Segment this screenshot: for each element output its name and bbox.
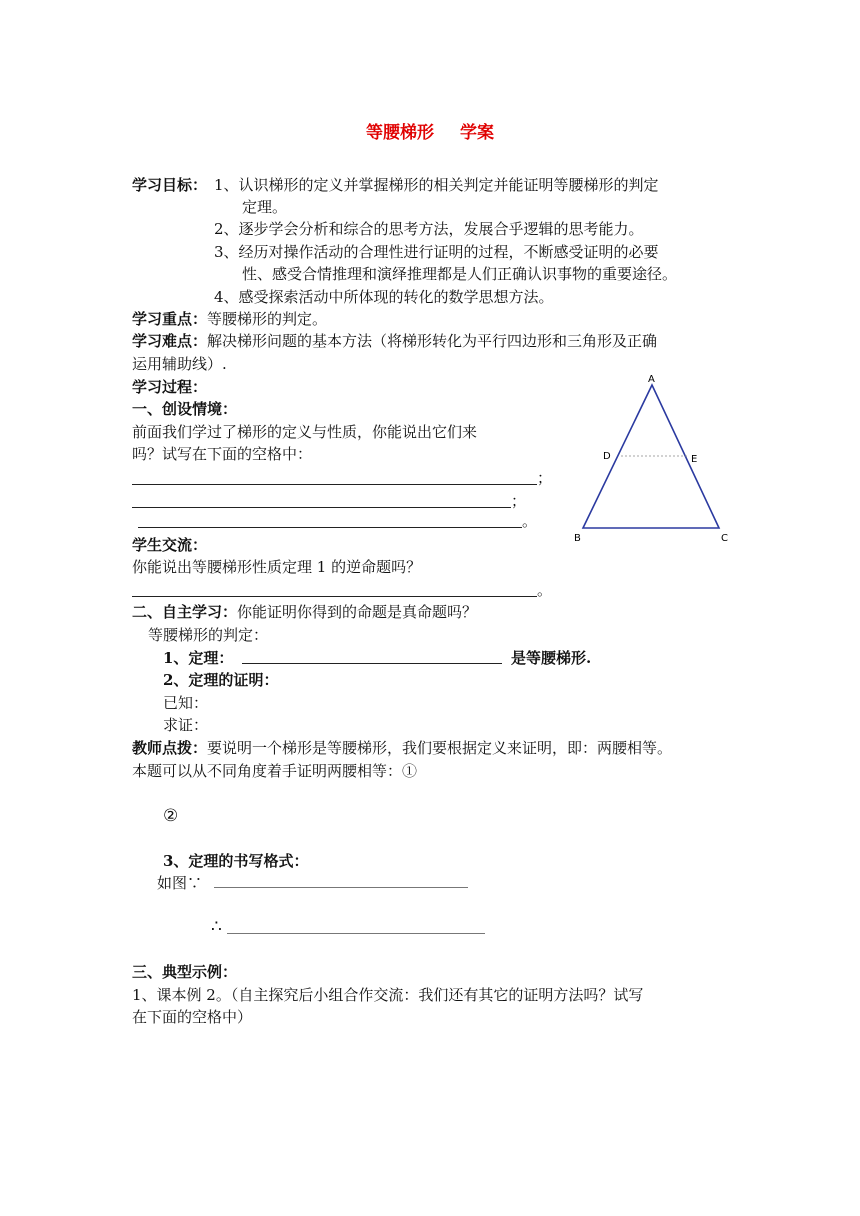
given-label: 已知： [163, 694, 209, 712]
label-d: D [603, 451, 611, 462]
goals-label: 学习目标： [132, 176, 208, 194]
therefore-blank [227, 933, 485, 934]
goal-item-2: 2、逐步学会分析和综合的思考方法，发展合乎逻辑的思考能力。 [214, 220, 644, 238]
section1-line1: 前面我们学过了梯形的定义与性质，你能说出它们来 [132, 423, 478, 441]
goal-item-4: 4、感受探索活动中所体现的转化的数学思想方法。 [214, 288, 554, 306]
label-b: B [574, 533, 581, 544]
label-c: C [721, 533, 728, 544]
section2-heading: 二、自主学习： [132, 603, 238, 621]
goal-item-3: 3、经历对操作活动的合理性进行证明的过程，不断感受证明的必要 [214, 243, 659, 261]
proof-label: 2、定理的证明： [163, 671, 279, 689]
triangle-figure [570, 368, 740, 548]
section2-subheading: 等腰梯形的判定： [148, 626, 269, 644]
process-label: 学习过程： [132, 378, 208, 396]
goal-item-1: 1、认识梯形的定义并掌握梯形的相关判定并能证明等腰梯形的判定 [214, 176, 659, 194]
title-part1: 等腰梯形 [366, 123, 434, 143]
section3-line2: 在下面的空格中） [132, 1008, 253, 1026]
section1-heading: 一、创设情境： [132, 400, 238, 418]
teacher-line2: 本题可以从不同角度着手证明两腰相等：① [132, 762, 418, 780]
section3-line1: 1、课本例 2。（自主探究后小组合作交流：我们还有其它的证明方法吗？试写 [132, 986, 644, 1004]
blank-end-3: 。 [522, 512, 538, 530]
difficulty-line2: 运用辅助线）. [132, 355, 227, 373]
because-blank [214, 887, 468, 888]
difficulty [132, 331, 657, 351]
answer-blank-2 [132, 507, 511, 508]
difficulty-line1: 解决梯形问题的基本方法（将梯形转化为平行四边形和三角形及正确 [207, 332, 658, 350]
goal-item-3-cont: 性、感受合情推理和演绎推理都是人们正确认识事物的重要途径。 [242, 265, 678, 283]
label-e: E [691, 454, 698, 465]
theorem-label: 1、定理： [163, 649, 234, 667]
section3-heading: 三、典型示例： [132, 963, 238, 981]
goal-item-1-cont: 定理。 [242, 198, 288, 216]
method-2-marker: ② [163, 806, 179, 826]
prove-label: 求证： [163, 716, 209, 734]
teacher-tip [132, 738, 672, 758]
section2-question: 你能证明你得到的命题是真命题吗？ [237, 603, 478, 621]
therefore-label: ∴ [211, 917, 222, 937]
label-a: A [648, 374, 655, 385]
key-label: 学习重点： [132, 310, 208, 328]
format-heading: 3、定理的书写格式： [163, 852, 309, 870]
section1-line2: 吗？试写在下面的空格中： [132, 445, 313, 463]
page-title [0, 118, 860, 143]
answer-blank-4 [132, 596, 537, 597]
because-label: 如图∵ [157, 874, 203, 892]
key-text: 等腰梯形的判定。 [207, 310, 328, 328]
blank-end-1: ； [537, 469, 553, 487]
exchange-heading: 学生交流： [132, 536, 208, 554]
title-part2: 学案 [460, 123, 494, 143]
teacher-label: 教师点拨： [132, 739, 208, 757]
exchange-question: 你能说出等腰梯形性质定理 1 的逆命题吗？ [132, 558, 422, 576]
blank-end-4: 。 [537, 581, 553, 599]
theorem-tail: 是等腰梯形. [511, 649, 592, 667]
teacher-line1: 要说明一个梯形是等腰梯形，我们要根据定义来证明，即：两腰相等。 [207, 739, 673, 757]
theorem-blank [242, 663, 502, 664]
blank-end-2: ； [511, 492, 527, 510]
difficulty-label: 学习难点： [132, 332, 208, 350]
section2-line [132, 602, 477, 622]
key-point [132, 309, 327, 329]
answer-blank-3 [138, 527, 522, 528]
answer-blank-1 [132, 484, 537, 485]
